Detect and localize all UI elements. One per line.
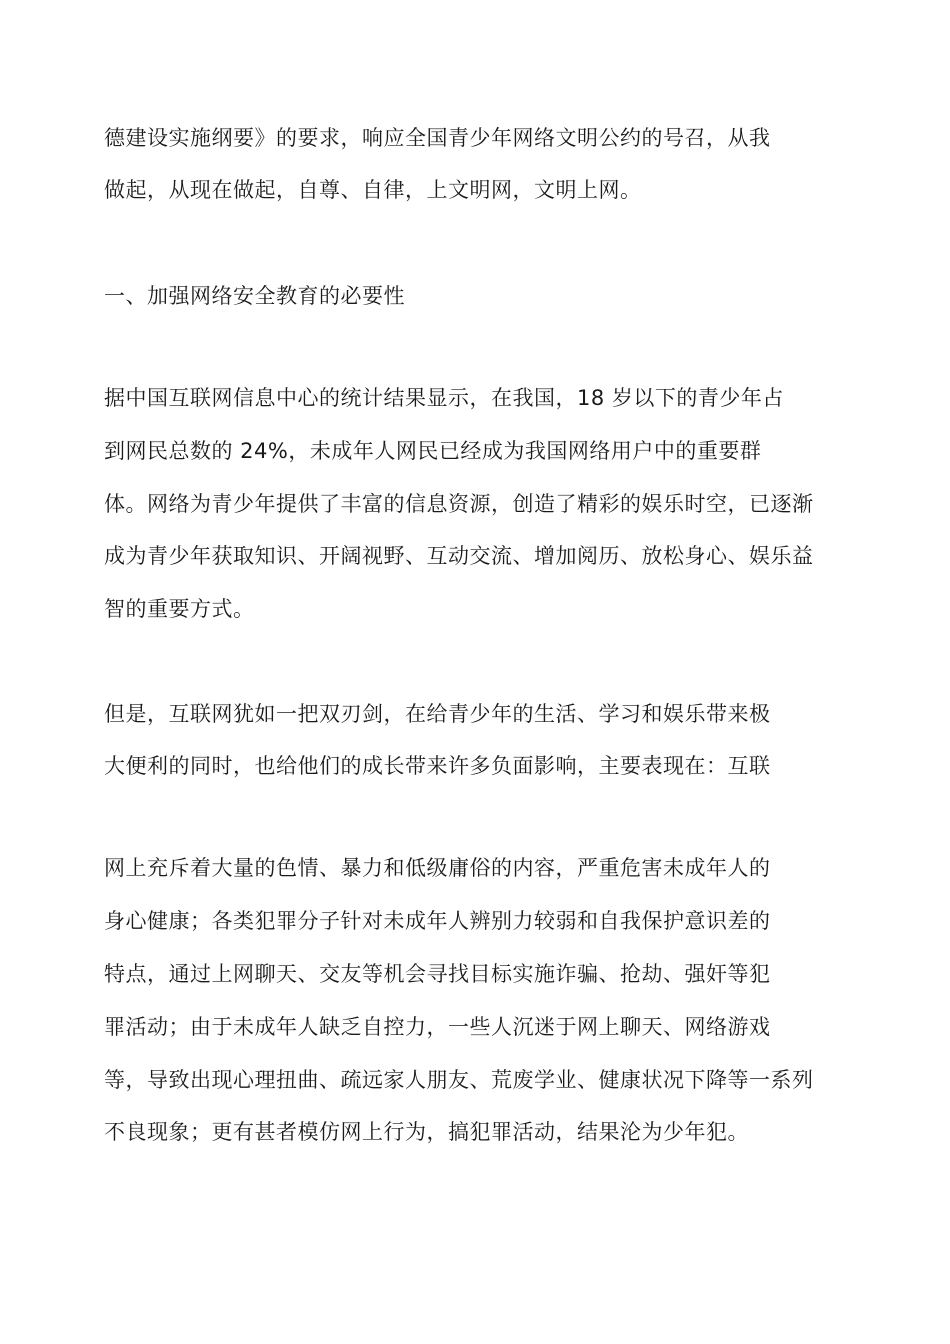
harms-line-4: 罪活动；由于未成年人缺乏自控力，一些人沉迷于网上聊天、网络游戏: [104, 1015, 771, 1039]
harms-line-5: 等，导致出现心理扭曲、疏远家人朋友、荒废学业、健康状况下降等一系列: [104, 1068, 814, 1092]
but-line-1: 但是，互联网犹如一把双刃剑，在给青少年的生活、学习和娱乐带来极: [104, 702, 771, 726]
harms-line-3: 特点，通过上网聊天、交友等机会寻找目标实施诈骗、抢劫、强奸等犯: [104, 962, 771, 986]
stats-line-1: 据中国互联网信息中心的统计结果显示，在我国，18 岁以下的青少年占: [104, 386, 784, 410]
intro-line-2: 做起，从现在做起，自尊、自律，上文明网，文明上网。: [104, 178, 642, 202]
stats-line-4: 成为青少年获取知识、开阔视野、互动交流、增加阅历、放松身心、娱乐益: [104, 544, 814, 568]
harms-line-2: 身心健康；各类犯罪分子针对未成年人辨别力较弱和自我保护意识差的: [104, 909, 771, 933]
stats-line-5: 智的重要方式。: [104, 597, 255, 621]
harms-line-1: 网上充斥着大量的色情、暴力和低级庸俗的内容，严重危害未成年人的: [104, 856, 771, 880]
stats-line-3: 体。网络为青少年提供了丰富的信息资源，创造了精彩的娱乐时空，已逐渐: [104, 492, 814, 516]
intro-line-1: 德建设实施纲要》的要求，响应全国青少年网络文明公约的号召，从我: [104, 126, 771, 150]
but-line-2: 大便利的同时，也给他们的成长带来许多负面影响，主要表现在：互联: [104, 754, 771, 778]
harms-line-6: 不良现象；更有甚者模仿网上行为，搞犯罪活动，结果沦为少年犯。: [104, 1120, 749, 1144]
stats-line-2: 到网民总数的 24%，未成年人网民已经成为我国网络用户中的重要群: [104, 439, 762, 463]
section-heading: 一、加强网络安全教育的必要性: [104, 284, 405, 308]
